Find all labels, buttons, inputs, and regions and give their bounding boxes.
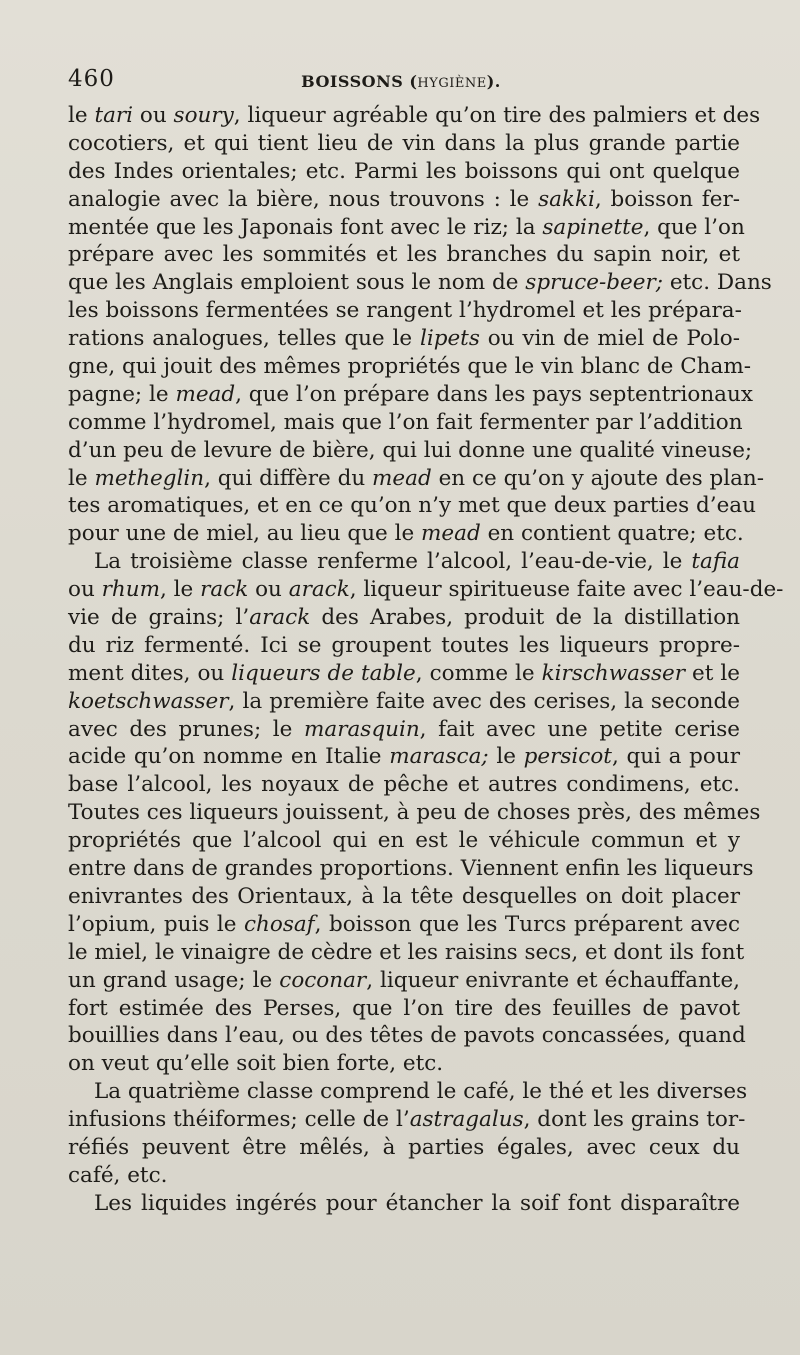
text-line: [68, 995, 740, 1023]
italic-term: rhum: [101, 577, 160, 603]
text-run: réfiés peuvent être mêlés, à parties égales, avec ceux du: [68, 1134, 740, 1160]
italic-term: rack: [200, 577, 249, 603]
italic-term: mead: [372, 465, 432, 491]
text-line: [68, 130, 740, 158]
running-head-main: BOISSONS: [301, 72, 404, 91]
text-line: [68, 102, 761, 130]
text-line: [68, 409, 743, 437]
text-run: ou: [133, 103, 174, 128]
text-run: , que l’on: [643, 214, 745, 240]
text-line: [68, 576, 784, 604]
text-run: pour une de miel, au lieu que le: [68, 521, 422, 547]
text-line: [68, 353, 752, 381]
text-line: [68, 1050, 740, 1078]
text-run: le: [68, 465, 95, 491]
text-run: fort estimée des Perses, que l’on tire des feuilles de pavot: [68, 995, 740, 1021]
text-run: pagne; le: [68, 381, 176, 407]
text-run: , qui a pour: [611, 744, 740, 770]
text-line: [68, 437, 753, 465]
text-run: ment dites, ou: [68, 660, 232, 686]
text-line: [68, 325, 740, 353]
text-run: d’un peu de levure de bière, qui lui donne une qualité vineuse;: [68, 437, 753, 463]
text-line: [68, 799, 761, 827]
page-header: [68, 66, 734, 102]
text-run: , dont les grains tor-: [523, 1107, 746, 1133]
text-run: , liqueur enivrante et échauffante,: [366, 967, 741, 993]
text-line: [68, 158, 740, 186]
text-line: [68, 1078, 748, 1106]
page-number: 460: [68, 66, 115, 92]
text-run: , boisson que les Turcs préparent avec: [314, 911, 740, 937]
text-run: acide qu’on nomme en Italie: [68, 744, 390, 770]
text-line: [68, 967, 740, 995]
text-run: gne, qui jouit des mêmes propriétés que le vin blanc de Cham-: [68, 354, 752, 380]
italic-term: liqueurs de table: [231, 660, 416, 686]
text-run: ou vin de miel de Polo-: [479, 326, 740, 352]
italic-term: arack: [249, 605, 311, 631]
text-run: enivrantes des Orientaux, à la tête desquelles on doit placer: [68, 883, 740, 909]
italic-term: kirschwasser: [541, 660, 686, 686]
text-line: [68, 827, 740, 855]
italic-term: astragalus: [409, 1107, 524, 1133]
italic-term: arack: [288, 577, 350, 603]
text-line: [68, 1134, 740, 1162]
text-run: propriétés que l’alcool qui en est le véhicule commun et y: [68, 828, 740, 854]
text-run: des Arabes, produit de la distillation: [310, 605, 740, 631]
text-line: [68, 1022, 746, 1050]
text-line: [68, 716, 740, 744]
text-line: [68, 939, 745, 967]
italic-term: sakki: [538, 186, 595, 212]
text-run: Les liquides ingérés pour étancher la soif font disparaître: [94, 1190, 740, 1216]
text-line: [68, 632, 740, 660]
italic-term: tafia: [691, 549, 740, 575]
text-run: , liqueur spiritueuse faite avec l’eau-de-: [349, 577, 784, 603]
text-run: les boissons fermentées se rangent l’hydromel et les prépara-: [68, 298, 742, 324]
text-run: on veut qu’elle soit bien forte, etc.: [68, 1051, 444, 1077]
text-run: , qui diffère du: [204, 465, 373, 491]
text-run: , boisson fer-: [594, 186, 741, 212]
text-line: [68, 883, 740, 911]
text-line: [68, 297, 740, 325]
italic-term: marasca;: [389, 744, 489, 770]
text-run: et le: [685, 660, 741, 686]
text-run: , fait avec une petite cerise: [419, 716, 740, 742]
text-run: prépare avec les sommités et les branches du sapin noir, et: [68, 242, 740, 268]
running-head-open: (: [403, 72, 418, 91]
text-line: [68, 381, 753, 409]
text-line: [68, 660, 740, 688]
text-run: café, etc.: [68, 1162, 168, 1188]
italic-term: marasquin: [304, 716, 420, 742]
text-run: un grand usage; le: [68, 967, 280, 993]
text-run: , que l’on prépare dans les pays septentrionaux: [235, 381, 753, 407]
text-run: le: [68, 103, 95, 128]
text-run: du riz fermenté. Ici se groupent toutes les liqueurs propre-: [68, 632, 740, 658]
text-line: [68, 214, 745, 242]
text-run: analogie avec la bière, nous trouvons : le: [68, 186, 539, 212]
text-run: l’opium, puis le: [68, 911, 244, 937]
italic-term: coconar: [279, 967, 367, 993]
italic-term: soury: [173, 103, 234, 128]
text-line: [68, 743, 740, 771]
text-line: [68, 1106, 746, 1134]
text-line: [68, 492, 756, 520]
italic-term: persicot: [523, 744, 612, 770]
text-line: [68, 1190, 740, 1218]
italic-term: mead: [421, 521, 481, 547]
text-line: [68, 1162, 740, 1190]
text-run: rations analogues, telles que le: [68, 326, 420, 352]
text-run: , la première faite avec des cerises, la seconde: [228, 688, 740, 714]
text-run: avec des prunes; le: [68, 716, 304, 742]
text-line: [68, 241, 740, 269]
italic-term: tari: [94, 103, 134, 128]
text-run: que les Anglais emploient sous le nom de: [68, 270, 526, 296]
text-line: [68, 604, 740, 632]
text-run: en ce qu’on y ajoute des plan-: [431, 465, 765, 491]
text-line: [68, 771, 740, 799]
running-head-close: ).: [486, 72, 501, 91]
text-run: cocotiers, et qui tient lieu de vin dans la plus grande partie: [68, 130, 740, 156]
text-run: Toutes ces liqueurs jouissent, à peu de choses près, des mêmes: [68, 800, 761, 826]
text-run: , comme le: [415, 660, 542, 686]
text-run: ou: [248, 577, 289, 603]
italic-term: lipets: [419, 326, 480, 352]
text-run: mentée que les Japonais font avec le riz; la: [68, 214, 543, 240]
italic-term: koetschwasser: [68, 688, 229, 714]
italic-term: chosaf: [243, 911, 315, 937]
text-run: bouillies dans l’eau, ou des têtes de pavots concassées, quand: [68, 1023, 746, 1049]
text-run: vie de grains; l’: [68, 605, 250, 631]
text-run: comme l’hydromel, mais que l’on fait fermenter par l’addition: [68, 409, 743, 435]
italic-term: sapinette: [542, 214, 644, 240]
text-line: [68, 520, 744, 548]
text-run: , liqueur agréable qu’on tire des palmiers et des: [233, 103, 761, 128]
text-line: [68, 911, 740, 939]
text-line: [68, 269, 772, 297]
text-run: ou: [68, 577, 102, 603]
text-line: [68, 688, 740, 716]
text-run: des Indes orientales; etc. Parmi les boissons qui ont quelque: [68, 158, 740, 184]
text-run: La troisième classe renferme l’alcool, l’eau-de-vie, le: [94, 549, 692, 575]
text-run: le miel, le vinaigre de cèdre et les raisins secs, et dont ils font: [68, 939, 745, 965]
text-line: [68, 465, 765, 493]
text-run: , le: [160, 577, 201, 603]
running-head-sub: HYGIÈNE: [417, 76, 487, 91]
text-line: [68, 855, 754, 883]
text-line: [68, 548, 740, 576]
italic-term: mead: [175, 381, 236, 407]
text-run: en contient quatre; etc.: [480, 521, 744, 547]
italic-term: spruce-beer;: [525, 270, 663, 296]
running-head: [68, 72, 734, 91]
text-run: entre dans de grandes proportions. Viennent enfin les liqueurs: [68, 856, 754, 882]
text-line: [68, 186, 740, 214]
text-run: La quatrième classe comprend le café, le thé et les diverses: [94, 1079, 748, 1105]
text-run: infusions théiformes; celle de l’: [68, 1107, 410, 1133]
italic-term: metheglin: [94, 465, 205, 491]
text-run: base l’alcool, les noyaux de pêche et autres condimens, etc.: [68, 772, 740, 798]
text-run: tes aromatiques, et en ce qu’on n’y met que deux parties d’eau: [68, 493, 756, 519]
text-run: le: [488, 744, 524, 770]
text-run: etc. Dans: [662, 270, 772, 296]
body-text: [68, 102, 784, 1218]
